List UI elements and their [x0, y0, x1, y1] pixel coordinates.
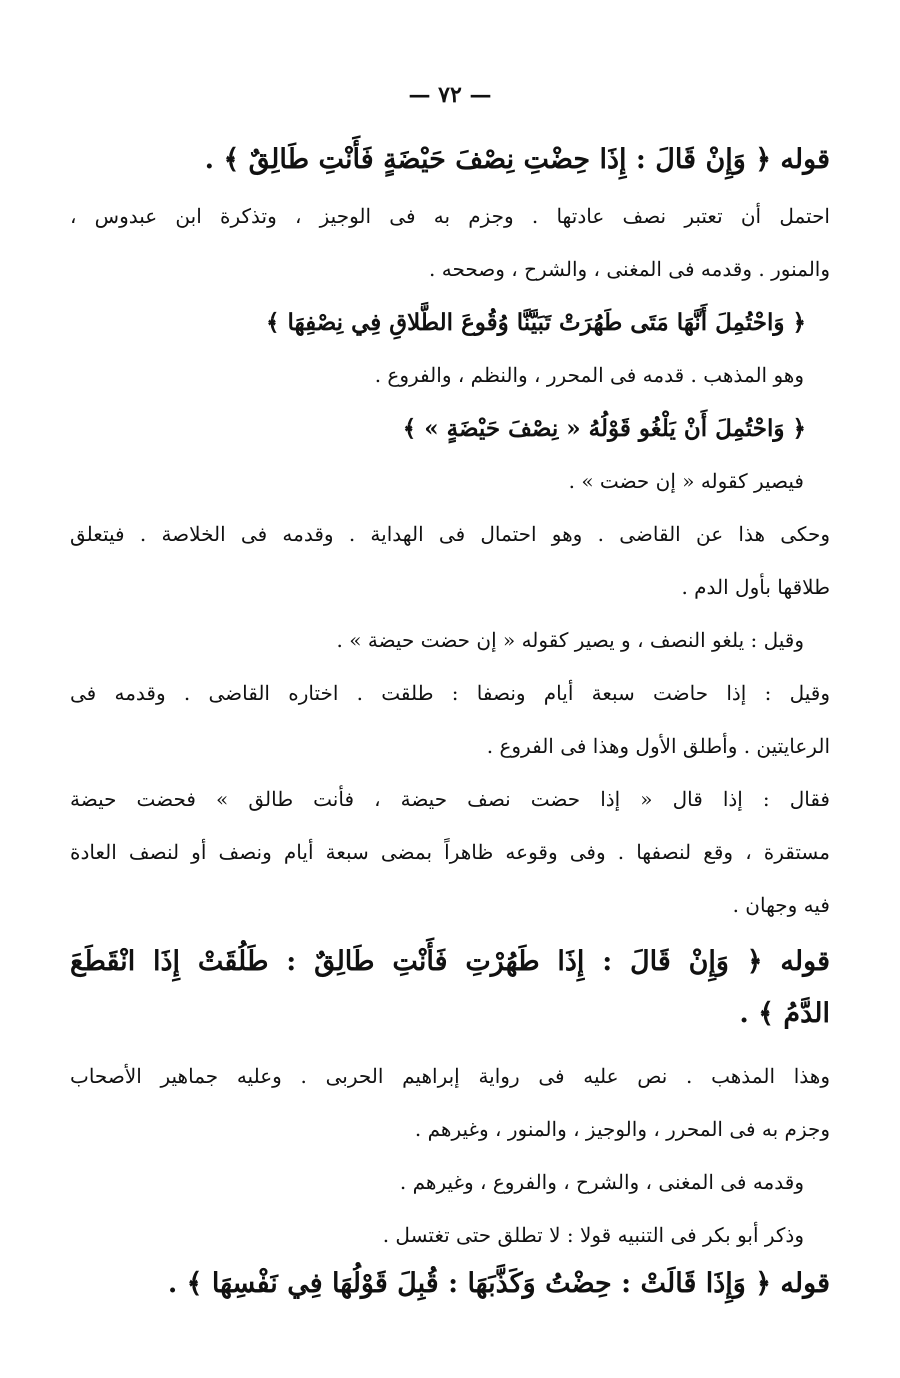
- heading-line: قوله ﴿ وَإِذَا قَالَتْ : حِضْتُ وَكَذَّبَهَا : قُبِلَ قَوْلُهَا فِي نَفْسِهَا ﴾ .: [167, 1268, 830, 1299]
- paragraph-5: [70, 614, 830, 667]
- paragraph-8: [70, 1050, 830, 1156]
- paragraph-7: [70, 773, 830, 932]
- text-line: احتمل أن تعتبر نصف عادتها . وجزم به فى الوجيز ، وتذكرة ابن عبدوس ،: [70, 204, 830, 228]
- quote-line: ﴿ وَاحْتُمِلَ أَنْ يَلْغُو قَوْلُهُ « نِصْفَ حَيْضَةٍ » ﴾: [402, 415, 806, 442]
- text-line: وذكر أبو بكر فى التنبيه قولا : لا تطلق حتى تغتسل .: [382, 1223, 804, 1247]
- heading-block-2: [70, 932, 830, 1036]
- paragraph-3: [70, 455, 830, 508]
- text-line: مستقرة ، وقع لنصفها . وفى وقوعه ظاهراً بمضى سبعة أيام ونصف أو لنصف العادة: [70, 840, 830, 864]
- heading-line: قوله ﴿ وَإِنْ قَالَ : إِذَا طَهُرْتِ فَأَنْتِ طَالِقٌ : طَلُقَتْ إِذَا انْقَطَعَ: [70, 946, 830, 977]
- heading-line: قوله ﴿ وَإِنْ قَالَ : إِذَا حِضْتِ نِصْفَ حَيْضَةٍ فَأَنْتِ طَالِقٌ ﴾ .: [204, 144, 830, 175]
- paragraph-4: [70, 508, 830, 614]
- quote-2: [70, 402, 830, 455]
- text-line: وهو المذهب . قدمه فى المحرر ، والنظم ، والفروع .: [374, 363, 804, 387]
- text-line: وحكى هذا عن القاضى . وهو احتمال فى الهداية . وقدمه فى الخلاصة . فيتعلق: [70, 522, 830, 546]
- text-line: الرعايتين . وأطلق الأول وهذا فى الفروع .: [486, 734, 830, 758]
- text-line: فيه وجهان .: [732, 893, 830, 917]
- quote-1: [70, 296, 830, 349]
- paragraph-10: [70, 1209, 830, 1262]
- paragraph-9: [70, 1156, 830, 1209]
- paragraph-2: [70, 349, 830, 402]
- text-line: وقدمه فى المغنى ، والشرح ، والفروع ، وغيرهم .: [399, 1170, 804, 1194]
- text-line: وقيل : يلغو النصف ، و يصير كقوله « إن حضت حيضة » .: [336, 628, 804, 652]
- text-line: وجزم به فى المحرر ، والوجيز ، والمنور ، وغيرهم .: [414, 1117, 830, 1141]
- text-line: فيصير كقوله « إن حضت » .: [568, 469, 804, 493]
- heading-line: الدَّمُ ﴾ .: [739, 998, 830, 1029]
- paragraph-1: [70, 190, 830, 296]
- paragraph-6: [70, 667, 830, 773]
- text-line: فقال : إذا قال « إذا حضت نصف حيضة ، فأنت طالق » فحضت حيضة: [70, 787, 830, 811]
- text-line: وهذا المذهب . نص عليه فى رواية إبراهيم الحربى . وعليه جماهير الأصحاب: [70, 1064, 830, 1088]
- heading-block-1: [70, 130, 830, 190]
- quote-line: ﴿ وَاحْتُمِلَ أَنَّهَا مَتَى طَهُرَتْ تَبَيَّنَّا وُقُوعَ الطَّلاقِ فِي نِصْفِهَا ﴾: [265, 309, 806, 336]
- heading-block-3: [70, 1262, 830, 1306]
- page-number: — ٧٢ —: [408, 82, 492, 108]
- text-line: طلاقها بأول الدم .: [681, 575, 830, 599]
- text-line: والمنور . وقدمه فى المغنى ، والشرح ، وصححه .: [429, 257, 830, 281]
- text-line: وقيل : إذا حاضت سبعة أيام ونصفا : طلقت . اختاره القاضى . وقدمه فى: [70, 681, 830, 705]
